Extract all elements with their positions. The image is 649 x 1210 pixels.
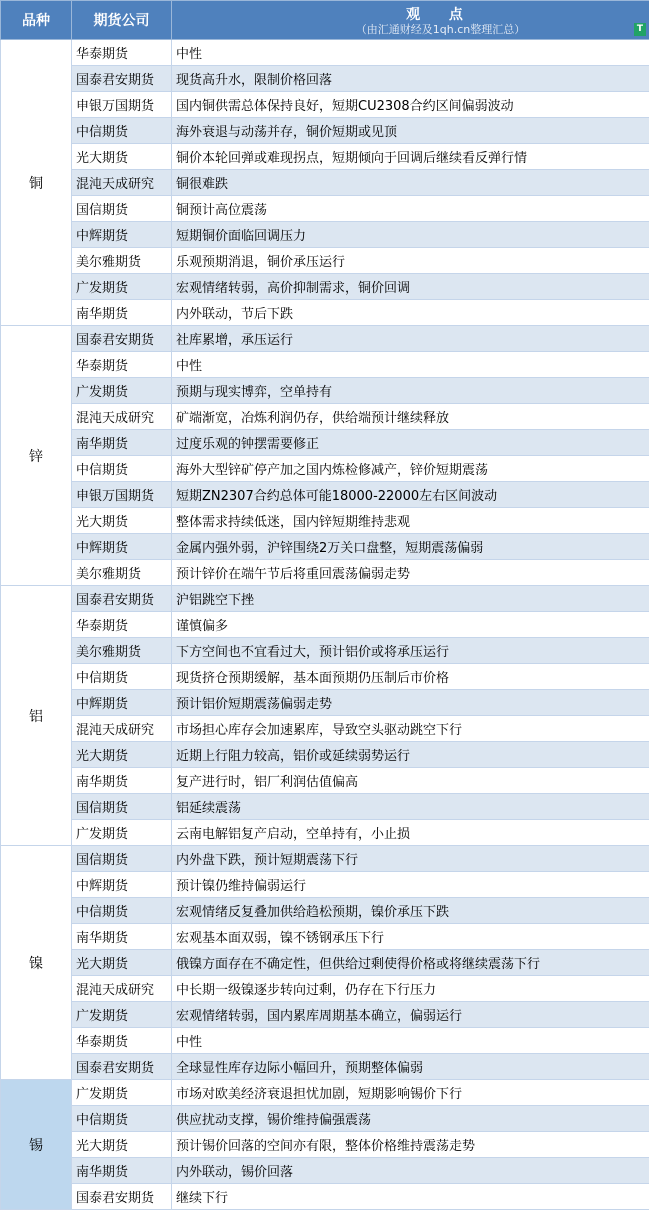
table-row [1,924,649,950]
view-cell: 继续下行 [172,1184,649,1210]
company-cell: 中辉期货 [72,222,172,248]
view-cell: 国内铜供需总体保持良好，短期CU2308合约区间偏弱波动 [172,92,649,118]
table-row [1,404,649,430]
table-row [1,274,649,300]
table-row [1,586,649,612]
view-cell: 市场对欧美经济衰退担忧加剧，短期影响锡价下行 [172,1080,649,1106]
view-cell: 海外衰退与动荡并存，铜价短期或见顶 [172,118,649,144]
header-view-title: 观 点 [172,4,649,24]
company-cell: 广发期货 [72,1002,172,1028]
view-cell: 铜很难跌 [172,170,649,196]
company-cell: 广发期货 [72,274,172,300]
table-row [1,638,649,664]
company-cell: 中信期货 [72,1106,172,1132]
table-row [1,352,649,378]
header-variety: 品种 [1,1,72,40]
view-cell: 预期与现实博弈，空单持有 [172,378,649,404]
view-cell: 谨慎偏多 [172,612,649,638]
table-row [1,66,649,92]
table-row [1,794,649,820]
company-cell: 华泰期货 [72,40,172,66]
metal-cell: 锡 [1,1080,72,1210]
view-cell: 金属内强外弱，沪锌围绕2万关口盘整，短期震荡偏弱 [172,534,649,560]
company-cell: 国信期货 [72,196,172,222]
view-cell: 铜价本轮回弹或难现拐点，短期倾向于回调后继续看反弹行情 [172,144,649,170]
table-row [1,1080,649,1106]
table-row [1,1054,649,1080]
view-cell: 市场担心库存会加速累库，导致空头驱动跳空下行 [172,716,649,742]
view-cell: 中性 [172,40,649,66]
metal-cell: 铝 [1,586,72,846]
view-cell: 预计镍仍维持偏弱运行 [172,872,649,898]
company-cell: 美尔雅期货 [72,560,172,586]
company-cell: 国泰君安期货 [72,326,172,352]
company-cell: 中信期货 [72,456,172,482]
company-cell: 光大期货 [72,1132,172,1158]
company-cell: 美尔雅期货 [72,248,172,274]
table-row [1,222,649,248]
view-cell: 下方空间也不宜看过大，预计铝价或将承压运行 [172,638,649,664]
table-row [1,1184,649,1210]
company-cell: 南华期货 [72,300,172,326]
table-row [1,144,649,170]
company-cell: 中信期货 [72,118,172,144]
view-cell: 中长期一级镍逐步转向过剩，仍存在下行压力 [172,976,649,1002]
metal-cell: 铜 [1,40,72,326]
table-format-icon[interactable]: T [634,23,646,36]
view-cell: 宏观情绪转弱，国内累库周期基本确立，偏弱运行 [172,1002,649,1028]
company-cell: 混沌天成研究 [72,170,172,196]
view-cell: 现货高升水，限制价格回落 [172,66,649,92]
view-cell: 内外盘下跌，预计短期震荡下行 [172,846,649,872]
view-cell: 沪铝跳空下挫 [172,586,649,612]
table-row [1,716,649,742]
company-cell: 中辉期货 [72,690,172,716]
table-row [1,1002,649,1028]
table-body [1,40,649,1210]
view-cell: 铝延续震荡 [172,794,649,820]
view-cell: 铜预计高位震荡 [172,196,649,222]
company-cell: 光大期货 [72,144,172,170]
table-row [1,820,649,846]
table-row [1,612,649,638]
metal-cell: 锌 [1,326,72,586]
company-cell: 华泰期货 [72,352,172,378]
table-row [1,92,649,118]
view-cell: 供应扰动支撑，锡价维持偏强震荡 [172,1106,649,1132]
table-row [1,40,649,66]
company-cell: 广发期货 [72,378,172,404]
company-cell: 国信期货 [72,794,172,820]
company-cell: 华泰期货 [72,1028,172,1054]
view-cell: 中性 [172,1028,649,1054]
company-cell: 申银万国期货 [72,482,172,508]
table-row [1,690,649,716]
company-cell: 国泰君安期货 [72,66,172,92]
company-cell: 国信期货 [72,846,172,872]
company-cell: 广发期货 [72,1080,172,1106]
view-cell: 现货挤仓预期缓解，基本面预期仍压制后市价格 [172,664,649,690]
table-row [1,482,649,508]
view-cell: 社库累增，承压运行 [172,326,649,352]
table-row [1,196,649,222]
company-cell: 混沌天成研究 [72,976,172,1002]
table-row [1,326,649,352]
table-row [1,1028,649,1054]
table-row [1,742,649,768]
company-cell: 申银万国期货 [72,92,172,118]
view-cell: 宏观情绪转弱，高价抑制需求，铜价回调 [172,274,649,300]
view-cell: 复产进行时，铝厂利润估值偏高 [172,768,649,794]
view-cell: 中性 [172,352,649,378]
company-cell: 国泰君安期货 [72,1184,172,1210]
view-cell: 过度乐观的钟摆需要修正 [172,430,649,456]
table-row [1,664,649,690]
table-row [1,872,649,898]
view-cell: 宏观基本面双弱，镍不锈钢承压下行 [172,924,649,950]
company-cell: 光大期货 [72,508,172,534]
company-cell: 南华期货 [72,1158,172,1184]
view-cell: 预计铝价短期震荡偏弱走势 [172,690,649,716]
metal-cell: 镍 [1,846,72,1080]
header-view-subtitle: （由汇通财经及1qh.cn整理汇总） [172,21,649,37]
view-cell: 宏观情绪反复叠加供给趋松预期，镍价承压下跌 [172,898,649,924]
view-cell: 整体需求持续低迷，国内锌短期维持悲观 [172,508,649,534]
company-cell: 南华期货 [72,430,172,456]
header-company: 期货公司 [72,1,172,40]
company-cell: 混沌天成研究 [72,404,172,430]
table-row [1,898,649,924]
view-cell: 乐观预期消退，铜价承压运行 [172,248,649,274]
view-cell: 内外联动，节后下跌 [172,300,649,326]
company-cell: 国泰君安期货 [72,586,172,612]
view-cell: 近期上行阻力较高，铝价或延续弱势运行 [172,742,649,768]
company-cell: 华泰期货 [72,612,172,638]
table-row [1,846,649,872]
company-cell: 中信期货 [72,664,172,690]
table-row [1,1106,649,1132]
company-cell: 中辉期货 [72,872,172,898]
view-cell: 短期铜价面临回调压力 [172,222,649,248]
company-cell: 中信期货 [72,898,172,924]
table-row [1,378,649,404]
view-cell: 矿端渐宽，冶炼利润仍存，供给端预计继续释放 [172,404,649,430]
table-row [1,1132,649,1158]
company-cell: 光大期货 [72,950,172,976]
table-row [1,456,649,482]
view-cell: 内外联动，锡价回落 [172,1158,649,1184]
company-cell: 美尔雅期货 [72,638,172,664]
company-cell: 中辉期货 [72,534,172,560]
table-row [1,976,649,1002]
table-row [1,170,649,196]
view-cell: 海外大型锌矿停产加之国内炼检修减产，锌价短期震荡 [172,456,649,482]
company-cell: 南华期货 [72,924,172,950]
view-cell: 全球显性库存边际小幅回升，预期整体偏弱 [172,1054,649,1080]
view-cell: 俄镍方面存在不确定性，但供给过剩使得价格或将继续震荡下行 [172,950,649,976]
table-row [1,300,649,326]
company-cell: 光大期货 [72,742,172,768]
company-cell: 国泰君安期货 [72,1054,172,1080]
company-cell: 南华期货 [72,768,172,794]
table-row [1,118,649,144]
header-view [172,1,649,40]
company-cell: 混沌天成研究 [72,716,172,742]
view-cell: 预计锌价在端午节后将重回震荡偏弱走势 [172,560,649,586]
company-cell: 广发期货 [72,820,172,846]
table-row [1,430,649,456]
view-cell: 预计锡价回落的空间亦有限，整体价格维持震荡走势 [172,1132,649,1158]
view-cell: 短期ZN2307合约总体可能18000-22000左右区间波动 [172,482,649,508]
table-row [1,768,649,794]
table-row [1,534,649,560]
table-row [1,950,649,976]
view-cell: 云南电解铝复产启动，空单持有，小止损 [172,820,649,846]
table-row [1,560,649,586]
table-row [1,248,649,274]
table-row [1,508,649,534]
header-row [1,1,649,40]
table-row [1,1158,649,1184]
